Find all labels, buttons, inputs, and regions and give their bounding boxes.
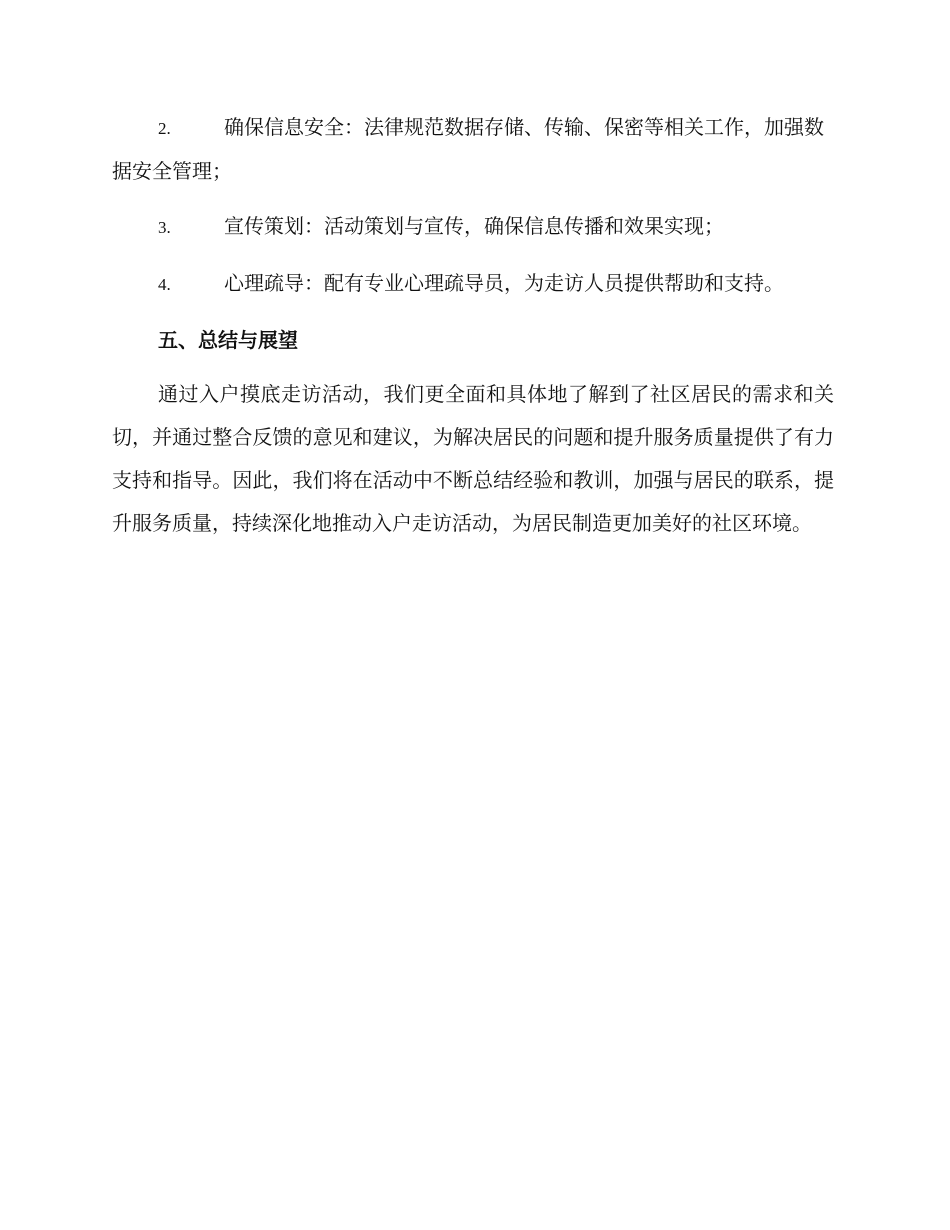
list-item-number: 3. [158,218,171,237]
list-item-4 [112,262,834,306]
list-item-text: 宣传策划：活动策划与宣传，确保信息传播和效果实现； [224,214,724,238]
list-item-text: 心理疏导：配有专业心理疏导员，为走访人员提供帮助和支持。 [224,271,784,295]
list-item-number: 2. [158,119,171,138]
section-heading: 五、总结与展望 [158,328,298,352]
list-item-3 [112,205,834,249]
list-item-number: 4. [158,275,171,294]
section-paragraph: 通过入户摸底走访活动，我们更全面和具体地了解到了社区居民的需求和关切，并通过整合反馈的意见和建议，为解决居民的问题和提升服务质量提供了有力支持和指导。因此，我们将在活动中不断总结经验和教训，加强与居民的联系，提升服务质量，持续深化地推动入户走访活动，为居民制造更加美好的社区环境。 [112,382,834,535]
list-item-2 [112,106,834,192]
list-item-text: 确保信息安全：法律规范数据存储、传输、保密等相关工作，加强数据安全管理； [112,115,824,183]
document-content [112,106,834,545]
